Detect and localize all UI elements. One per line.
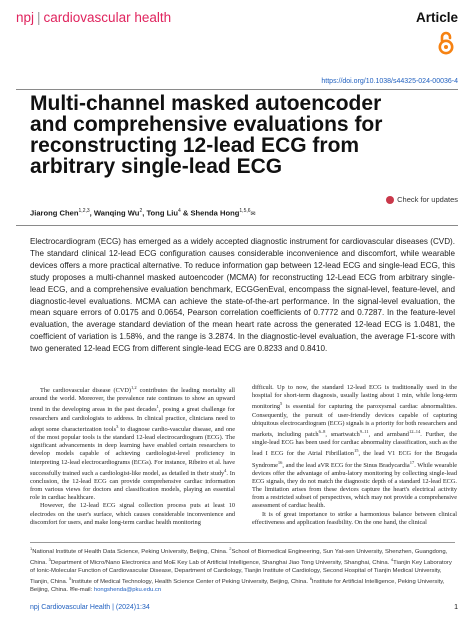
header-divider [16,89,458,90]
author-separator: , [142,208,147,218]
title-line: arbitrary single-lead ECG [30,155,283,178]
author-separator: & [180,208,191,218]
author-name[interactable]: Jiarong Chen [30,208,79,218]
check-updates-label: Check for updates [397,195,458,204]
author-affiliation-sup: 1,5,6 [239,208,251,214]
author-name[interactable]: Wanqing Wu [93,208,140,218]
check-for-updates-button[interactable] [386,195,458,204]
affiliations: $^1$National Institute of Health Data Science, Peking University, Beijing, China. $^2$School of Biomedical Engineering, Sun Yat-sen University, Shenzhen, Guangdong, China. $^3$Department of Micro/Nano Electronics and MoE Key Lab of Artificial Intelligence, Shanghai Jiao Tong University, Shanghai, China. $^4$Tianjin Key Laboratory of Ionic-Molecular Function of Cardiovascular Disease, Department of Cardiology, Tianjin Institute of Cardiology, Second Hospital of Tianjin Medical University, Tianjin, China. $^5$Institute of Medical Technology, Health Science Center of Peking University, Beijing, China. $^6$Institute for Artificial Intelligence, Peking University, Beijing, China. ✉e-mail: hongshenda@pku.edu.cn [30,546,452,594]
author-name[interactable]: Shenda Hong [190,208,240,218]
mail-icon[interactable]: ✉ [250,211,256,218]
body-paragraph: The cardiovascular disease (CVD)$^{1,2}$ contributes the leading mortality all around the world. Moreover, the prevalence rate continues to show an upward trend in the developing areas in the past decades$^1$, posing a great challenge for researchers and cardiologists to address. In clinical practice, clinicians need to adopt some characterization tools$^3$ to diagnose cardio-vascular disease, and one of the most popular tools is the standard 12-lead electrocardiogram (ECG). The significant advancements in deep learning have enabled certain researchers to develop models capable of achieving cardiologist-level proficiency in interpreting 12-lead electrocardiograms (ECGs). For instance, Ribeiro et al. have successfully trained such a cardiologist-like model, as detailed in their study$^4$. In conclusion, the 12-lead ECG can provide comprehensive cardiac information from various views for doctors and classification models, playing an essential role in cardiac healthcare. [30,385,235,502]
journal-brand[interactable] [16,10,171,25]
citation[interactable]: 17 [409,459,415,465]
citation[interactable]: 5 [280,401,283,407]
citation[interactable]: 15 [353,448,359,454]
author-affiliation-sup: 2 [139,208,143,214]
authors-divider [16,225,458,226]
journal-name: cardiovascular health [43,10,172,25]
open-access-lock-icon [437,31,455,55]
email-link[interactable]: hongshenda@pku.edu.cn [93,587,162,594]
author-affiliation-sup: 1,2,3 [78,208,90,214]
body-column-right [252,384,457,527]
citation[interactable]: 12–14 [408,428,421,434]
author-list [30,208,256,218]
body-column-left [30,384,235,527]
doi-link[interactable]: https://doi.org/10.1038/s44325-024-00036-4 [321,78,458,85]
citation[interactable]: 4 [224,467,227,473]
citation[interactable]: 1,2 [131,385,137,390]
title-line: reconstructing 12-lead ECG from [30,134,360,157]
title-line: Multi-channel masked autoencoder [30,92,382,115]
author-name[interactable]: Tong Liu [146,208,178,218]
title-line: and comprehensive evaluations for [30,113,383,136]
article-type-label: Article [415,10,458,25]
citation[interactable]: 6–8 [318,428,326,434]
citation[interactable]: 1 [156,404,159,410]
body-paragraph: difficult. Up to now, the standard 12-lead ECG is traditionally used in the hospital for short-term diagnosis, usually lasting about 1 min, while long-term monitoring$^5$ is essential for capturing the paroxysmal cardiac abnormalities. Consequently, the pursuit of user-friendly devices capable of capturing ubiquitous electrocardiogram (ECG) signals is a priority for both researchers and markets, including patch$^{6-8}$, smartwatch$^{9-11}$, and armband$^{12-14}$. Further, the single-lead ECG has been used for cardiac abnormality classification, such as the lead I ECG for the Atrial Fibrillation$^{15}$, the lead V1 ECG for the Brugada Syndrome$^{16}$, and the lead aVR ECG for the Sinus Bradycardia$^{17}$. While wearable devices offer the advantage of ambu-latory monitoring by collecting single-lead ECG signals, they do not match the diagnostic depth of a standard 12-lead ECG. The limitation arises from these devices capture the heart's electrical activity from a restricted subset of perspectives, which may not provide a comprehensive assessment of cardiac health. [252,384,457,510]
citation[interactable]: 3 [116,423,119,429]
brand-separator: | [37,10,41,25]
author-affiliation-sup: 4 [177,208,181,214]
page-number: 1 [454,604,458,611]
article-title [30,93,450,177]
citation[interactable]: 9–11 [359,428,369,434]
footnote-divider [30,542,455,543]
body-paragraph: It is of great importance to strike a harmonious balance between clinical effectiveness and application feasibility. On the one hand, the clinical [252,510,457,526]
body-paragraph: However, the 12-lead ECG signal collection process puts at least 10 electrodes on the user's surface, which causes considerable inconvenience and discomfort for users, and make long-term cardiac health monitoring [30,502,235,526]
mail-icon: ✉ [69,587,75,594]
footer-citation[interactable]: npj Cardiovascular Health | (2024)1:34 [30,604,150,611]
abstract: Electrocardiogram (ECG) has emerged as a widely accepted diagnostic instrument for cardiovascular diseases (CVD). The standard clinical 12-lead ECG configuration causes considerable inconvenience and discomfort, while wearable devices offers a more practical alternative. To reduce information gap between 12-lead ECG and single-lead ECG, this study proposes a multi-channel masked autoencoder (MCMA) for reconstructing 12-Lead ECG from arbitrary single-lead ECG, and a comprehensive evaluation benchmark, ECGGenEval, encompass the signal-level, feature-level, and diagnostic-level evaluations. MCMA can achieve the state-of-the-art performance. In the signal-level evaluation, the mean square errors of 0.0175 and 0.0654, Pearson correlation coefficients of 0.7772 and 0.7287. In the feature-level evaluation, the average standard deviation of the mean heart rate across the generated 12-lead ECG is 1.0481, the coefficient of variation is 1.58%, and the range is 3.2874. In the diagnostic-level evaluation, the average F1-score with two generated 12-lead ECG from different single-lead ECG are 0.8233 and 0.8410. [30,237,455,354]
author-separator: , [89,208,94,218]
brand-prefix: npj [16,10,35,25]
citation[interactable]: 16 [277,459,283,465]
check-updates-icon [386,196,394,204]
